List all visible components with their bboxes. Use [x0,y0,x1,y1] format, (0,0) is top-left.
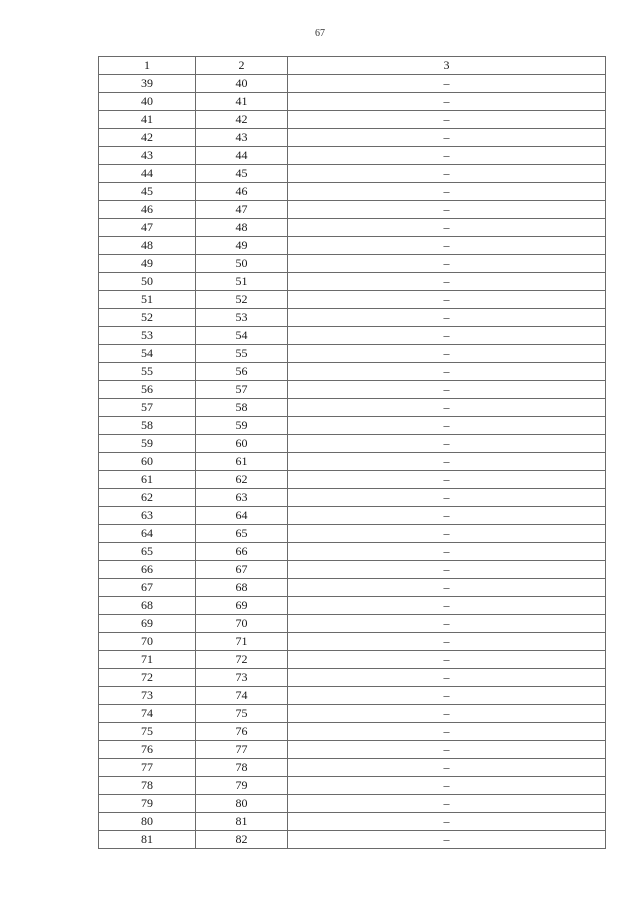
table-cell-col-2: 63 [196,489,288,507]
table-cell-col-2: 41 [196,93,288,111]
table-row [99,237,606,255]
table-cell-col-3: – [288,363,606,381]
table-row [99,471,606,489]
table-cell-col-1: 53 [99,327,196,345]
table-cell-col-1: 74 [99,705,196,723]
table-cell-col-3: – [288,813,606,831]
table-cell-col-3: – [288,471,606,489]
table-cell-col-3: – [288,417,606,435]
table-row [99,345,606,363]
table-cell-col-1: 60 [99,453,196,471]
table-row [99,111,606,129]
table-row [99,759,606,777]
table-cell-col-2: 54 [196,327,288,345]
table-cell-col-3: – [288,597,606,615]
table-cell-col-2: 46 [196,183,288,201]
table-cell-col-3: – [288,93,606,111]
table-cell-col-3: – [288,201,606,219]
table-cell-col-1: 39 [99,75,196,93]
table-row [99,543,606,561]
table-cell-col-3: – [288,633,606,651]
table-cell-col-2: 48 [196,219,288,237]
table-cell-col-1: 62 [99,489,196,507]
table-cell-col-2: 75 [196,705,288,723]
table-row [99,597,606,615]
table-cell-col-2: 80 [196,795,288,813]
table-cell-col-3: – [288,687,606,705]
table-cell-col-1: 66 [99,561,196,579]
table-row [99,561,606,579]
table-cell-col-3: – [288,489,606,507]
table-row [99,417,606,435]
table-cell-col-2: 66 [196,543,288,561]
table-row [99,93,606,111]
table-cell-col-3: – [288,165,606,183]
table-row [99,453,606,471]
table-cell-col-1: 47 [99,219,196,237]
table-row [99,219,606,237]
table-cell-col-2: 68 [196,579,288,597]
table-cell-col-1: 43 [99,147,196,165]
table-cell-col-2: 72 [196,651,288,669]
table-cell-col-2: 42 [196,111,288,129]
table-cell-col-3: – [288,777,606,795]
table-cell-col-2: 70 [196,615,288,633]
table-cell-col-3: – [288,219,606,237]
table-cell-col-2: 56 [196,363,288,381]
table-cell-col-3: – [288,723,606,741]
table-row [99,363,606,381]
table-header-row [99,57,606,75]
table-cell-col-2: 45 [196,165,288,183]
table-cell-col-2: 62 [196,471,288,489]
table-cell-col-1: 50 [99,273,196,291]
table-row [99,165,606,183]
table-cell-col-2: 47 [196,201,288,219]
table-cell-col-1: 57 [99,399,196,417]
column-header-1: 1 [99,57,196,75]
table-row [99,651,606,669]
table-cell-col-3: – [288,129,606,147]
table-row [99,507,606,525]
table-cell-col-3: – [288,579,606,597]
table-cell-col-3: – [288,309,606,327]
table-cell-col-1: 48 [99,237,196,255]
table-cell-col-1: 41 [99,111,196,129]
table-cell-col-2: 50 [196,255,288,273]
table-cell-col-3: – [288,525,606,543]
table-cell-col-2: 82 [196,831,288,849]
table-cell-col-1: 78 [99,777,196,795]
table-cell-col-2: 52 [196,291,288,309]
table-cell-col-2: 79 [196,777,288,795]
table-cell-col-1: 76 [99,741,196,759]
table-cell-col-1: 72 [99,669,196,687]
table-row [99,129,606,147]
table-row [99,435,606,453]
table-row [99,615,606,633]
table-cell-col-3: – [288,327,606,345]
table-cell-col-1: 52 [99,309,196,327]
table-cell-col-1: 51 [99,291,196,309]
table-row [99,255,606,273]
table-cell-col-3: – [288,111,606,129]
table-cell-col-1: 49 [99,255,196,273]
table-cell-col-3: – [288,435,606,453]
table-cell-col-2: 58 [196,399,288,417]
table-cell-col-2: 60 [196,435,288,453]
table-cell-col-2: 59 [196,417,288,435]
table-cell-col-2: 78 [196,759,288,777]
table-cell-col-2: 64 [196,507,288,525]
table-cell-col-3: – [288,255,606,273]
table-row [99,291,606,309]
table-cell-col-1: 68 [99,597,196,615]
table-cell-col-3: – [288,669,606,687]
table-cell-col-1: 42 [99,129,196,147]
table-cell-col-2: 74 [196,687,288,705]
table-cell-col-3: – [288,345,606,363]
table-cell-col-2: 65 [196,525,288,543]
table-cell-col-2: 44 [196,147,288,165]
table-cell-col-3: – [288,381,606,399]
table-row [99,489,606,507]
table-cell-col-2: 57 [196,381,288,399]
table-cell-col-3: – [288,147,606,165]
table-cell-col-1: 55 [99,363,196,381]
table-cell-col-3: – [288,651,606,669]
table-cell-col-1: 59 [99,435,196,453]
table-cell-col-1: 80 [99,813,196,831]
table-cell-col-1: 56 [99,381,196,399]
column-header-3: 3 [288,57,606,75]
table-row [99,525,606,543]
table-cell-col-2: 53 [196,309,288,327]
table-cell-col-3: – [288,795,606,813]
table-cell-col-2: 77 [196,741,288,759]
table-row [99,381,606,399]
table-cell-col-2: 55 [196,345,288,363]
table-cell-col-1: 73 [99,687,196,705]
table-cell-col-1: 67 [99,579,196,597]
table-cell-col-1: 75 [99,723,196,741]
page-number: 67 [315,28,325,39]
table-row [99,633,606,651]
table-cell-col-2: 73 [196,669,288,687]
table-row [99,813,606,831]
table-row [99,705,606,723]
table-cell-col-3: – [288,183,606,201]
table-row [99,183,606,201]
table-cell-col-3: – [288,507,606,525]
table-row [99,723,606,741]
table-cell-col-2: 43 [196,129,288,147]
table-cell-col-2: 51 [196,273,288,291]
table-cell-col-1: 54 [99,345,196,363]
table-cell-col-3: – [288,831,606,849]
table-cell-col-3: – [288,561,606,579]
table-row [99,327,606,345]
table-row [99,273,606,291]
column-header-2: 2 [196,57,288,75]
table-cell-col-2: 61 [196,453,288,471]
table-cell-col-1: 69 [99,615,196,633]
table-row [99,201,606,219]
table-row [99,309,606,327]
table-cell-col-3: – [288,453,606,471]
table-cell-col-2: 69 [196,597,288,615]
table-cell-col-1: 40 [99,93,196,111]
table-cell-col-3: – [288,543,606,561]
table-cell-col-1: 63 [99,507,196,525]
table-cell-col-1: 64 [99,525,196,543]
table-cell-col-1: 65 [99,543,196,561]
table-cell-col-3: – [288,741,606,759]
table-cell-col-1: 45 [99,183,196,201]
table-cell-col-3: – [288,615,606,633]
table-cell-col-2: 67 [196,561,288,579]
table-cell-col-2: 40 [196,75,288,93]
table-row [99,795,606,813]
table-cell-col-2: 49 [196,237,288,255]
table-row [99,579,606,597]
table-cell-col-1: 79 [99,795,196,813]
data-table [98,56,606,849]
table-row [99,669,606,687]
table-row [99,399,606,417]
table-row [99,75,606,93]
table-cell-col-3: – [288,75,606,93]
table-cell-col-3: – [288,237,606,255]
table-row [99,831,606,849]
table-cell-col-1: 44 [99,165,196,183]
table-cell-col-3: – [288,759,606,777]
table-row [99,147,606,165]
table-cell-col-3: – [288,705,606,723]
table-cell-col-1: 77 [99,759,196,777]
table-cell-col-3: – [288,273,606,291]
table-body [99,75,606,849]
table-cell-col-1: 70 [99,633,196,651]
table-cell-col-3: – [288,291,606,309]
table-cell-col-2: 81 [196,813,288,831]
table-cell-col-1: 71 [99,651,196,669]
table-cell-col-1: 61 [99,471,196,489]
table-cell-col-2: 71 [196,633,288,651]
table-cell-col-1: 58 [99,417,196,435]
table-cell-col-1: 81 [99,831,196,849]
table-cell-col-2: 76 [196,723,288,741]
table-cell-col-1: 46 [99,201,196,219]
table-cell-col-3: – [288,399,606,417]
table-row [99,741,606,759]
table-row [99,777,606,795]
table-row [99,687,606,705]
